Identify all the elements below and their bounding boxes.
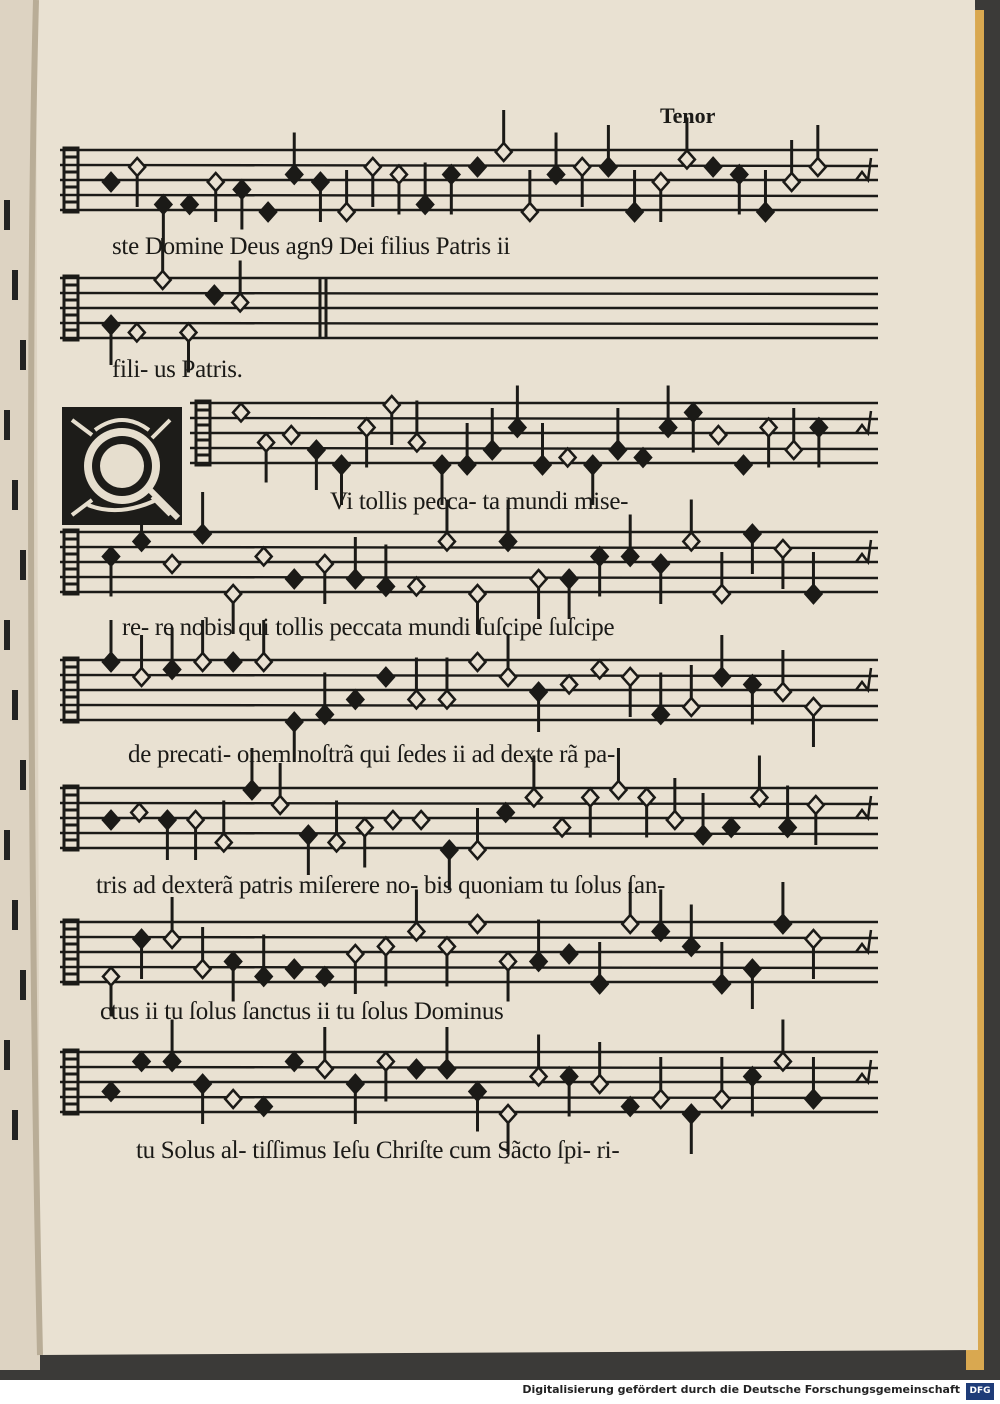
facing-page-mark: [20, 550, 26, 580]
lyric-line-4: re- re nobis qui tollis peccata mundi ſuſcipe ſuſcipe: [122, 614, 615, 641]
facing-page-mark: [4, 620, 10, 650]
facing-page-mark: [12, 690, 18, 720]
lyric-line-2: fili- us Patris.: [112, 356, 243, 383]
facing-page-mark: [12, 480, 18, 510]
staff-line: [60, 547, 878, 548]
staff-line: [60, 577, 878, 578]
facing-page-mark: [20, 760, 26, 790]
staff-line: [60, 1097, 878, 1098]
footer-credit: Digitalisierung gefördert durch die Deutsche Forschungsgemeinschaft: [522, 1383, 960, 1396]
lyric-line-3: Vi tollis pecca- ta mundi mise-: [330, 488, 629, 515]
facing-page-mark: [4, 200, 10, 230]
lyric-line-7: ctus ii tu ſolus ſanctus ii tu ſolus Dominus: [100, 998, 504, 1025]
staff-line: [190, 418, 878, 419]
staff-line: [190, 448, 878, 449]
staff-line: [60, 1067, 878, 1068]
facing-page-mark: [4, 830, 10, 860]
staff-line: [60, 675, 878, 676]
lyric-line-8: tu Solus al- tiſſimus Ieſu Chriſte cum Sãcto ſpi- ri-: [136, 1137, 620, 1164]
decorated-initial-q: [62, 407, 182, 525]
lyric-line-5: de precati- onem noſtrã qui ſedes ii ad dexte rã pa-: [128, 741, 615, 768]
facing-page-mark: [20, 970, 26, 1000]
dfg-logo: DFG: [966, 1383, 994, 1400]
facing-page-mark: [4, 1040, 10, 1070]
facing-page-mark: [4, 410, 10, 440]
staff-line: [60, 195, 878, 196]
footer-bar: [0, 1380, 1000, 1404]
staff-line: [60, 323, 878, 324]
staff-line: [60, 293, 878, 294]
facing-page-mark: [20, 340, 26, 370]
staff-line: [60, 833, 878, 834]
staff-line: [60, 937, 878, 938]
facing-page-mark: [12, 1110, 18, 1140]
staff-line: [60, 705, 878, 706]
part-label: Tenor: [660, 103, 716, 128]
lyric-line-1: ste Domine Deus agn9 Dei filius Patris ii: [112, 233, 511, 260]
facing-page-mark: [12, 270, 18, 300]
facing-page-mark: [12, 900, 18, 930]
lyric-line-6: tris ad dexterã patris miſerere no- bis quoniam tu ſolus ſan-: [96, 872, 666, 899]
